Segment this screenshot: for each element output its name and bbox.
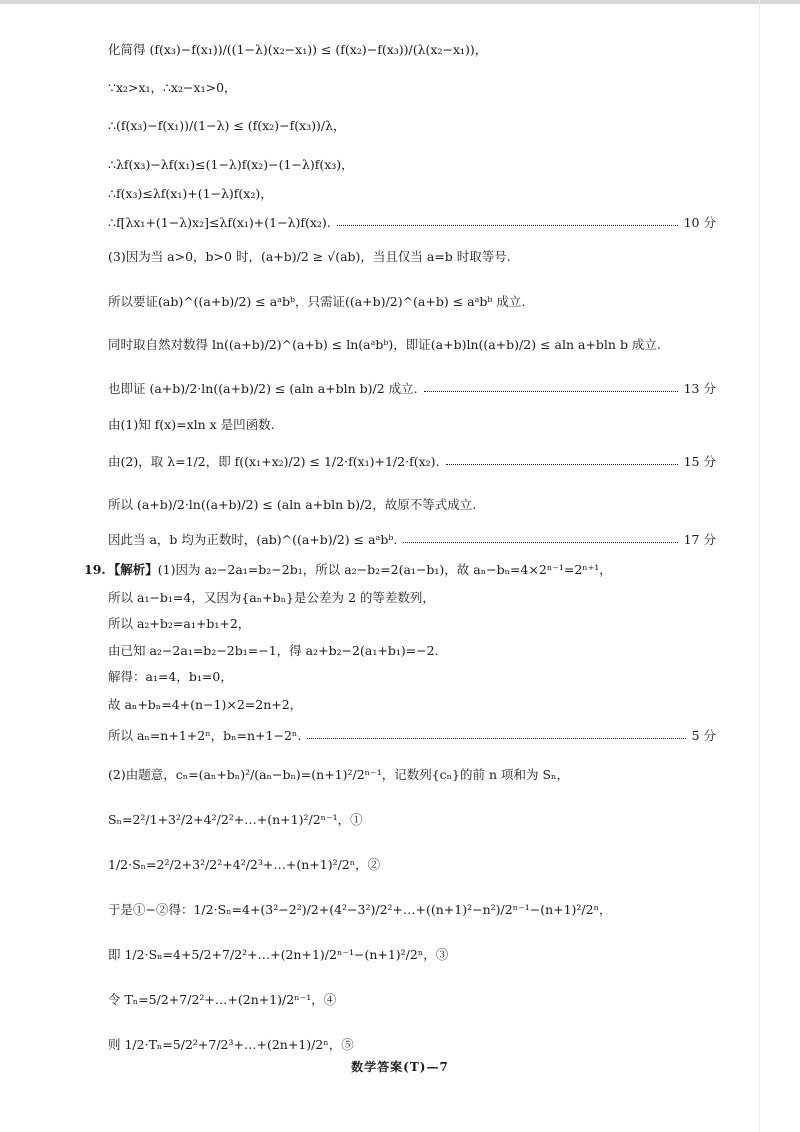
math-expression: ∴λf(x₃)−λf(x₁)≤(1−λ)f(x₂)−(1−λ)f(x₃)，: [108, 157, 354, 172]
solution-line: [108, 945, 716, 963]
math-expression: ∴f(x₃)≤λf(x₁)+(1−λ)f(x₂)，: [108, 186, 273, 201]
math-expression: ∴(f(x₃)−f(x₁))/(1−λ) ≤ (f(x₂)−f(x₃))/λ，: [108, 118, 346, 133]
solution-line: [108, 40, 716, 58]
solution-line: [84, 560, 716, 578]
solution-line: [108, 810, 716, 828]
math-expression: 即 1/2·Sₙ=4+5/2+7/2²+…+(2n+1)/2ⁿ⁻¹−(n+1)²/2ⁿ，③: [108, 947, 449, 962]
math-expression: Sₙ=2²/1+3²/2+4²/2²+…+(n+1)²/2ⁿ⁻¹，①: [108, 812, 363, 827]
solution-line: [108, 765, 716, 783]
math-expression: 由(1)知 f(x)=xln x 是凹函数.: [108, 417, 275, 432]
solution-line: [108, 1035, 716, 1053]
solution-line: [108, 667, 716, 685]
solution-line: [108, 855, 716, 873]
math-expression: 于是①−②得：1/2·Sₙ=4+(3²−2²)/2+(4²−3²)/2²+…+((n+1)²−n²)/2ⁿ⁻¹−(n+1)²/2ⁿ，: [108, 902, 612, 917]
solution-line: [108, 588, 716, 606]
solution-line: [108, 695, 716, 713]
solution-line: [108, 335, 716, 353]
score-label: 15 分: [683, 454, 716, 469]
solution-line: [108, 379, 716, 397]
right-edge: [759, 0, 760, 1132]
math-expression: (2)由题意，cₙ=(aₙ+bₙ)²/(aₙ−bₙ)=(n+1)²/2ⁿ⁻¹，记数列{cₙ}的前 n 项和为 Sₙ，: [108, 767, 569, 782]
score-label: 5 分: [691, 728, 716, 743]
math-expression: 也即证 (a+b)/2·ln((a+b)/2) ≤ (aln a+bln b)/2 成立.: [108, 381, 418, 396]
page-footer: 数学答案(T)—7: [351, 1060, 449, 1074]
solution-line: [108, 78, 716, 96]
score-label: 10 分: [683, 215, 716, 230]
solution-line: [108, 530, 716, 548]
solution-line: [108, 116, 716, 134]
math-expression: 化简得 (f(x₃)−f(x₁))/((1−λ)(x₂−x₁)) ≤ (f(x₂)−f(x₃))/(λ(x₂−x₁))，: [108, 42, 488, 57]
dot-leader: [307, 738, 685, 739]
solution-line: [108, 155, 716, 173]
analysis-tag: 【解析】: [107, 562, 158, 577]
math-expression: 由已知 a₂−2a₁=b₂−2b₁=−1，得 a₂+b₂−2(a₁+b₁)=−2.: [108, 643, 439, 658]
top-edge: [0, 0, 800, 4]
math-expression: 因此当 a，b 均为正数时，(ab)^((a+b)/2) ≤ aᵃbᵇ.: [108, 532, 398, 547]
math-expression: ∵x₂>x₁，∴x₂−x₁>0，: [108, 80, 237, 95]
solution-line: [108, 990, 716, 1008]
math-expression: 所以 a₂+b₂=a₁+b₁+2，: [108, 616, 251, 631]
score-label: 13 分: [683, 381, 716, 396]
question-number: 19.: [84, 561, 106, 577]
math-expression: 所以 a₁−b₁=4，又因为{aₙ+bₙ}是公差为 2 的等差数列，: [108, 590, 435, 605]
math-expression: 由(2)，取 λ=1/2，即 f((x₁+x₂)/2) ≤ 1/2·f(x₁)+1/2·f(x₂).: [108, 454, 440, 469]
math-expression: (3)因为当 a>0，b>0 时，(a+b)/2 ≥ √(ab)，当且仅当 a=b 时取等号.: [108, 249, 511, 264]
score-label: 17 分: [683, 532, 716, 547]
math-expression: (1)因为 a₂−2a₁=b₂−2b₁，所以 a₂−b₂=2(a₁−b₁)，故 aₙ−bₙ=4×2ⁿ⁻¹=2ⁿ⁺¹，: [157, 562, 612, 577]
solution-line: [108, 614, 716, 632]
dot-leader: [337, 225, 678, 226]
solution-line: [108, 900, 716, 918]
dot-leader: [446, 464, 678, 465]
dot-leader: [403, 542, 677, 543]
math-expression: 则 1/2·Tₙ=5/2²+7/2³+…+(2n+1)/2ⁿ，⑤: [108, 1037, 354, 1052]
dot-leader: [424, 391, 678, 392]
solution-line: [108, 641, 716, 659]
solution-line: [108, 247, 716, 265]
solution-line: [108, 415, 716, 433]
solution-line: [108, 184, 716, 202]
solution-line: [108, 495, 716, 513]
solution-line: [108, 213, 716, 231]
solution-line: [108, 292, 716, 310]
math-expression: 所以 (a+b)/2·ln((a+b)/2) ≤ (aln a+bln b)/2，故原不等式成立.: [108, 497, 477, 512]
math-expression: 令 Tₙ=5/2+7/2²+…+(2n+1)/2ⁿ⁻¹，④: [108, 992, 337, 1007]
solution-line: [108, 452, 716, 470]
math-expression: 1/2·Sₙ=2²/2+3²/2²+4²/2³+…+(n+1)²/2ⁿ，②: [108, 857, 381, 872]
math-expression: 所以要证(ab)^((a+b)/2) ≤ aᵃbᵇ，只需证((a+b)/2)^(a+b) ≤ aᵃbᵇ 成立.: [108, 294, 526, 309]
math-expression: 解得：a₁=4，b₁=0，: [108, 669, 233, 684]
math-expression: 所以 aₙ=n+1+2ⁿ，bₙ=n+1−2ⁿ.: [108, 728, 302, 743]
math-expression: 同时取自然对数得 ln((a+b)/2)^(a+b) ≤ ln(aᵃbᵇ)，即证(a+b)ln((a+b)/2) ≤ aln a+bln b 成立.: [108, 337, 661, 352]
solution-line: [108, 726, 716, 744]
math-expression: 故 aₙ+bₙ=4+(n−1)×2=2n+2，: [108, 697, 303, 712]
math-expression: ∴f[λx₁+(1−λ)x₂]≤λf(x₁)+(1−λ)f(x₂).: [108, 214, 331, 230]
